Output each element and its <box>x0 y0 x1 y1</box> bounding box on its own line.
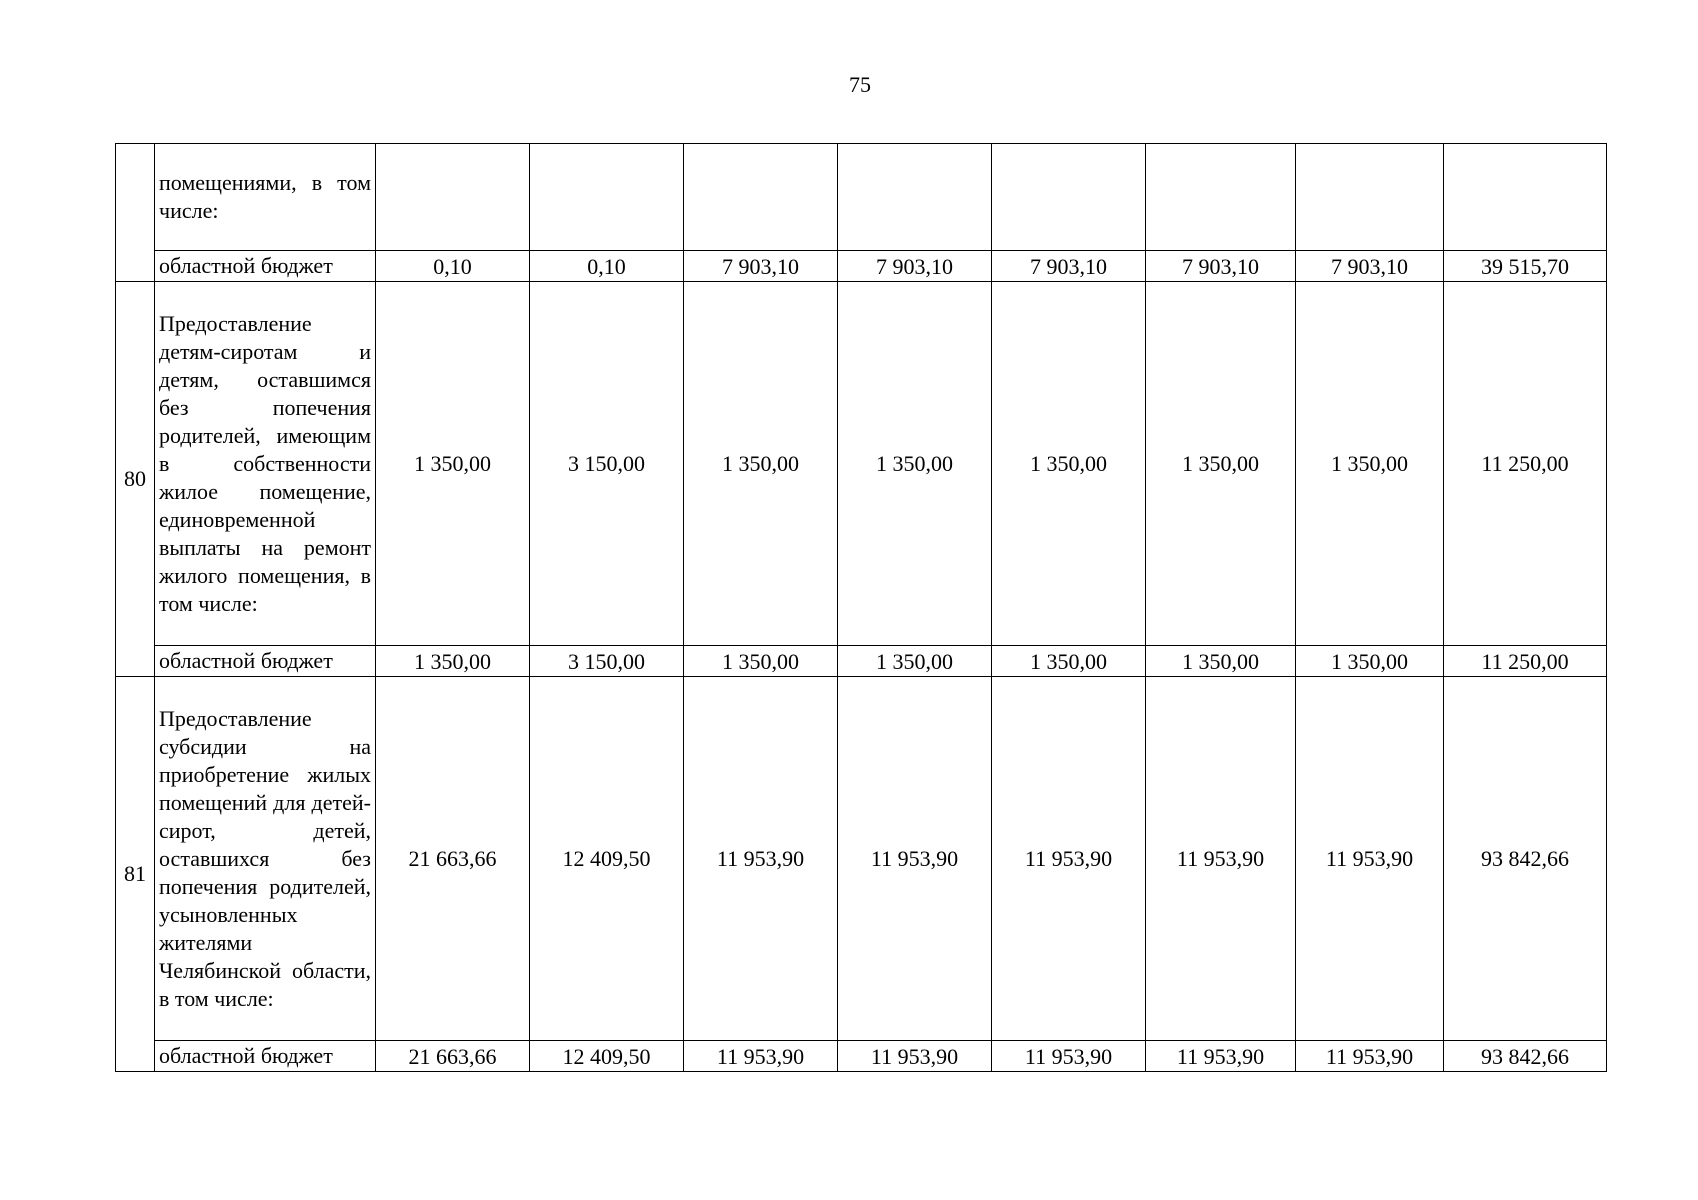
value-cell: 7 903,10 <box>992 251 1146 282</box>
subrow-label: областной бюджет <box>155 646 376 677</box>
value-cell: 1 350,00 <box>1296 282 1444 646</box>
table-subrow <box>116 646 1607 677</box>
value-cell: 1 350,00 <box>376 282 530 646</box>
value-cell: 11 250,00 <box>1444 646 1607 677</box>
value-cell <box>530 144 684 251</box>
subrow-label: областной бюджет <box>155 251 376 282</box>
value-cell: 11 953,90 <box>992 677 1146 1041</box>
value-cell: 93 842,66 <box>1444 1041 1607 1072</box>
value-cell: 21 663,66 <box>376 1041 530 1072</box>
value-cell: 7 903,10 <box>684 251 838 282</box>
value-cell: 11 953,90 <box>684 677 838 1041</box>
row-description: Предоставление субсидии на приобретение жилых помещений для детей-сирот, детей, оставшихся без попечения родителей, усыновленных жителями Челябинской области, в том числе: <box>155 677 376 1041</box>
value-cell: 11 953,90 <box>1146 677 1296 1041</box>
value-cell: 7 903,10 <box>838 251 992 282</box>
value-cell: 11 953,90 <box>992 1041 1146 1072</box>
value-cell <box>1146 144 1296 251</box>
value-cell: 1 350,00 <box>1146 646 1296 677</box>
budget-table <box>115 143 1607 1072</box>
value-cell: 1 350,00 <box>376 646 530 677</box>
table-row <box>116 677 1607 1041</box>
value-cell <box>376 144 530 251</box>
value-cell: 12 409,50 <box>530 1041 684 1072</box>
table-row <box>116 282 1607 646</box>
value-cell: 1 350,00 <box>684 646 838 677</box>
value-cell <box>684 144 838 251</box>
value-cell: 1 350,00 <box>992 646 1146 677</box>
value-cell: 3 150,00 <box>530 282 684 646</box>
row-number: 80 <box>116 282 155 677</box>
value-cell: 11 953,90 <box>684 1041 838 1072</box>
value-cell: 1 350,00 <box>684 282 838 646</box>
row-description: помещениями, в том числе: <box>155 144 376 251</box>
value-cell: 11 953,90 <box>1296 677 1444 1041</box>
value-cell: 0,10 <box>530 251 684 282</box>
value-cell: 7 903,10 <box>1146 251 1296 282</box>
value-cell <box>992 144 1146 251</box>
row-description: Предоставление детям-сиротам и детям, оставшимся без попечения родителей, имеющим в собственности жилое помещение, единовременной выплаты на ремонт жилого помещения, в том числе: <box>155 282 376 646</box>
value-cell: 1 350,00 <box>992 282 1146 646</box>
row-number <box>116 144 155 282</box>
value-cell: 11 953,90 <box>1146 1041 1296 1072</box>
value-cell: 11 953,90 <box>838 677 992 1041</box>
value-cell: 3 150,00 <box>530 646 684 677</box>
value-cell: 1 350,00 <box>838 646 992 677</box>
value-cell <box>838 144 992 251</box>
value-cell: 21 663,66 <box>376 677 530 1041</box>
value-cell: 39 515,70 <box>1444 251 1607 282</box>
value-cell: 0,10 <box>376 251 530 282</box>
table-subrow <box>116 1041 1607 1072</box>
row-number: 81 <box>116 677 155 1072</box>
value-cell: 1 350,00 <box>838 282 992 646</box>
value-cell: 1 350,00 <box>1146 282 1296 646</box>
page-number: 75 <box>849 72 871 97</box>
value-cell: 11 953,90 <box>1296 1041 1444 1072</box>
value-cell: 11 250,00 <box>1444 282 1607 646</box>
value-cell: 7 903,10 <box>1296 251 1444 282</box>
table-row <box>116 144 1607 251</box>
table-subrow <box>116 251 1607 282</box>
subrow-label: областной бюджет <box>155 1041 376 1072</box>
value-cell: 12 409,50 <box>530 677 684 1041</box>
value-cell: 93 842,66 <box>1444 677 1607 1041</box>
value-cell: 11 953,90 <box>838 1041 992 1072</box>
value-cell <box>1296 144 1444 251</box>
value-cell: 1 350,00 <box>1296 646 1444 677</box>
value-cell <box>1444 144 1607 251</box>
